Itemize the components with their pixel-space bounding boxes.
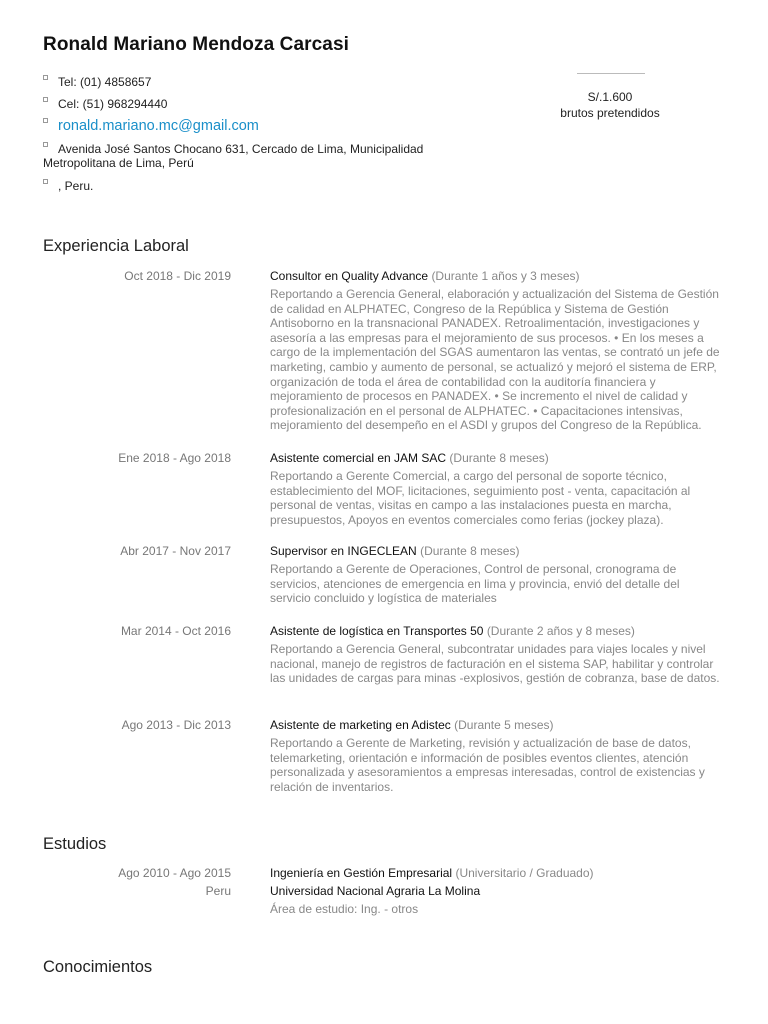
address-line-2: Metropolitana de Lima, Perú [43, 156, 194, 170]
salary-divider [577, 73, 645, 74]
experience-role [270, 451, 722, 465]
salary-amount: S/.1.600 [587, 90, 633, 104]
experience-role [270, 544, 722, 558]
address-line-1: Avenida José Santos Chocano 631, Cercado de Lima, Municipalidad [58, 142, 424, 156]
role-title: Consultor en Quality Advance [270, 269, 429, 283]
experience-dates: Mar 2014 - Oct 2016 [120, 624, 231, 638]
bullet-icon [43, 97, 48, 102]
experience-description: Reportando a Gerente de Operaciones, Control de personal, cronograma de servicios, atenciones de emergencia en lima y provincia, envió del detalle del servicio concluido y logística de materiales [270, 562, 680, 606]
experience-role [270, 269, 722, 283]
email-link[interactable]: ronald.mariano.mc@gmail.com [58, 118, 259, 134]
experience-role [270, 718, 722, 732]
experience-body [270, 718, 722, 794]
role-duration: (Durante 8 meses) [420, 544, 520, 558]
experience-body [270, 451, 722, 527]
experience-dates: Abr 2017 - Nov 2017 [120, 544, 231, 558]
education-status: (Universitario / Graduado) [455, 866, 594, 880]
education-dates: Ago 2010 - Ago 2015 [118, 866, 231, 880]
section-title-skills: Conocimientos [43, 958, 153, 976]
education-body [270, 866, 722, 916]
mobile-text: Cel: (51) 968294440 [58, 97, 168, 111]
experience-body [270, 269, 722, 433]
role-duration: (Durante 1 años y 3 meses) [431, 269, 580, 283]
salary-label: brutos pretendidos [560, 106, 660, 120]
education-institution: Universidad Nacional Agraria La Molina [270, 884, 481, 898]
role-duration: (Durante 8 meses) [449, 451, 549, 465]
experience-description: Reportando a Gerente Comercial, a cargo del personal de soporte técnico, establecimiento del MOF, licitaciones, seguimiento post - venta, capacitación al personal de ventas, visitas en campo a las instalaciones puesta en marcha, presupuestos, Apoyos en eventos comerciales como ferias (jockey plaza). [270, 469, 691, 527]
role-title: Asistente comercial en JAM SAC [270, 451, 447, 465]
experience-dates: Ago 2013 - Dic 2013 [121, 718, 231, 732]
role-title: Asistente de marketing en Adistec [270, 718, 451, 732]
education-place: Peru [205, 884, 231, 898]
bullet-icon [43, 118, 48, 123]
section-title-experience: Experiencia Laboral [43, 237, 189, 255]
experience-body [270, 624, 722, 686]
section-title-education: Estudios [43, 835, 107, 853]
phone-text: Tel: (01) 4858657 [58, 75, 152, 89]
experience-dates: Oct 2018 - Dic 2019 [124, 269, 231, 283]
experience-dates: Ene 2018 - Ago 2018 [118, 451, 231, 465]
experience-role [270, 624, 722, 638]
contact-address [43, 142, 443, 170]
bullet-icon [43, 75, 48, 80]
candidate-name: Ronald Mariano Mendoza Carcasi [43, 34, 350, 55]
role-title: Asistente de logística en Transportes 50 [270, 624, 484, 638]
experience-description: Reportando a Gerencia General, subcontratar unidades para viajes locales y nivel nacional, manejo de registros de facturación en el sistema SAP, habilitar y controlar las unidades de cargas para minas -explosivos, gestión de cobranza, base de datos. [270, 642, 720, 686]
education-degree: Ingeniería en Gestión Empresarial [270, 866, 453, 880]
country-text: , Peru. [58, 179, 94, 193]
education-degree-line [270, 866, 722, 880]
experience-description: Reportando a Gerencia General, elaboración y actualización del Sistema de Gestión de calidad en ALPHATEC, Congreso de la República y Sistema de Gestión Antisoborno en la transnacional PANADEX. Retroalimentación, investigaciones y asesoría a las empresas para el mejoramiento de sus procesos. • En los meses a cargo de la implementación del SGAS aumentaron las ventas, se contrató un jefe de marketing, cambio y aumento de personal, se actualizó y mejoró el sistema de ERP, organización de toda el área de contabilidad con la auditoría financiera y mejoramiento de procesos en PANADEX. • Se incremento el nivel de calidad y profesionalización en el personal de ALPHATEC. • Capacitaciones intensivas, mejoramiento del desempeño en el ASDI y grupos del Congreso de la República. [270, 287, 720, 433]
role-title: Supervisor en INGECLEAN [270, 544, 417, 558]
role-duration: (Durante 5 meses) [454, 718, 554, 732]
role-duration: (Durante 2 años y 8 meses) [486, 624, 635, 638]
bullet-icon [43, 179, 48, 184]
education-field: Área de estudio: Ing. - otros [270, 902, 419, 916]
experience-description: Reportando a Gerente de Marketing, revisión y actualización de base de datos, telemarketing, orientación e información de posibles eventos clientes, atención personalizada y asesoramientos a empresas interesadas, control de existencias y relación de inventarios. [270, 736, 705, 794]
experience-body [270, 544, 722, 606]
